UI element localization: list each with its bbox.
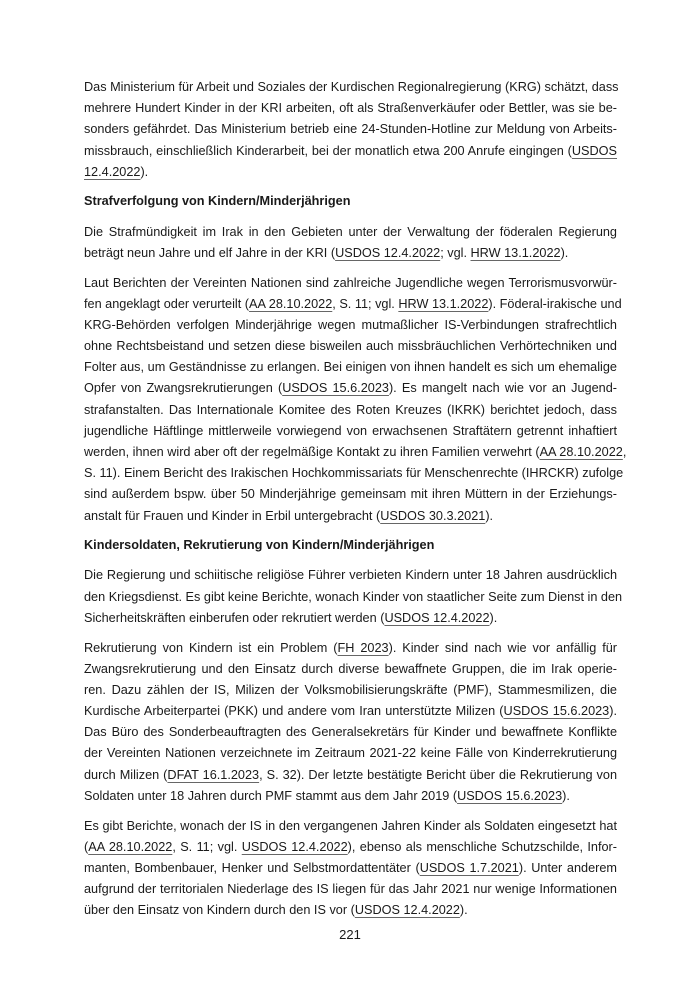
text-line bbox=[84, 659, 617, 680]
text-line bbox=[84, 506, 617, 527]
text-segment: durch Milizen ( bbox=[84, 767, 168, 782]
text-line bbox=[84, 765, 617, 786]
source-citation-link[interactable]: AA 28.10.2022 bbox=[88, 839, 173, 854]
text-line bbox=[84, 786, 617, 807]
text-line bbox=[84, 587, 623, 608]
paragraph bbox=[84, 273, 627, 527]
text-segment: S. 11). Einem Bericht des Irakischen Hochkommissariats für Menschenrechte (IHRCKR) zufolge bbox=[84, 466, 624, 481]
text-segment: Die Regierung und schiitische religiöse Führer verbieten Kindern unter 18 Jahren ausdrücklich bbox=[84, 568, 617, 583]
text-line bbox=[84, 638, 617, 659]
page-number: 221 bbox=[339, 927, 361, 942]
text-segment: Opfer von Zwangsrekrutierungen ( bbox=[84, 381, 283, 396]
text-segment: Kurdische Arbeiterpartei (PKK) und andere vom Iran unterstützte Milizen ( bbox=[84, 704, 504, 719]
source-citation-link[interactable]: USDOS 12.4.2022 bbox=[354, 903, 460, 918]
text-line bbox=[84, 463, 624, 484]
text-segment: ). bbox=[489, 610, 498, 625]
text-segment: KRG-Behörden verfolgen Minderjährige wegen mutmaßlicher IS-Verbindungen strafrechtlich bbox=[84, 317, 617, 332]
text-segment: Das Büro des Sonderbeauftragten des Generalsekretärs für Kinder und bewaffnete Konflikte bbox=[84, 725, 617, 740]
text-line bbox=[84, 273, 617, 294]
text-segment: Laut Berichten der Vereinten Nationen sind zahlreiche Jugendliche wegen Terrorismusvorwür- bbox=[84, 275, 617, 290]
text-segment: Soldaten unter 18 Jahren durch PMF stammt aus dem Jahr 2019 ( bbox=[84, 788, 458, 803]
text-segment: ; vgl. bbox=[440, 245, 471, 260]
text-segment: jugendliche Häftlinge mittlerweile vorwiegend von erwachsenen Straftätern getrennt inhaftiert bbox=[84, 423, 617, 438]
paragraph bbox=[84, 222, 617, 264]
text-segment: mehrere Hundert Kinder in der KRI arbeiten, oft als Straßenverkäufer oder Bettler, was sie be- bbox=[84, 101, 617, 116]
text-segment: , S. 11; vgl. bbox=[332, 296, 399, 311]
text-segment: sonders gefährdet. Das Ministerium betrieb eine 24-Stunden-Hotline zur Meldung von Arbeits- bbox=[84, 122, 617, 137]
text-line bbox=[84, 162, 617, 183]
source-citation-link[interactable]: USDOS 15.6.2023 bbox=[503, 704, 610, 719]
source-citation-link[interactable]: USDOS 12.4.2022 bbox=[335, 245, 441, 260]
source-citation-link[interactable]: DFAT 16.1.2023 bbox=[167, 767, 260, 782]
text-segment: ). Kinder sind nach wie vor anfällig für bbox=[388, 640, 618, 655]
text-line bbox=[84, 722, 617, 743]
text-line bbox=[84, 315, 617, 336]
text-line bbox=[84, 336, 617, 357]
text-segment: Die Strafmündigkeit im Irak in den Gebieten unter der Verwaltung der föderalen Regierung bbox=[84, 224, 617, 239]
text-segment: ). bbox=[609, 704, 618, 719]
text-segment: Rekrutierung von Kindern ist ein Problem ( bbox=[84, 640, 338, 655]
text-line bbox=[84, 243, 617, 264]
text-segment: sind außerdem bspw. über 50 Minderjährige gemeinsam mit ihren Müttern in der Erziehungs- bbox=[84, 487, 617, 502]
text-segment: beträgt neun Jahre und elf Jahre in der KRI ( bbox=[84, 245, 336, 260]
text-line bbox=[84, 680, 617, 701]
text-segment: Sicherheitskräften einberufen oder rekrutiert werden ( bbox=[84, 610, 385, 625]
section-heading: Kindersoldaten, Rekrutierung von Kindern/Minderjährigen bbox=[84, 538, 435, 553]
text-line bbox=[84, 141, 617, 162]
text-line bbox=[84, 900, 617, 921]
text-segment: , S. 32). Der letzte bestätigte Bericht über die Rekrutierung von bbox=[259, 767, 617, 782]
text-line bbox=[84, 222, 617, 243]
source-citation-link[interactable]: 12.4.2022 bbox=[84, 164, 141, 179]
text-segment: ohne Rechtsbeistand und setzen diese bisweilen auch missbräuchlichen Verhörtechniken und bbox=[84, 339, 617, 354]
text-segment: , S. 11; vgl. bbox=[172, 839, 242, 854]
source-citation-link[interactable]: USDOS 1.7.2021 bbox=[419, 860, 519, 875]
text-segment: ). Es mangelt nach wie vor an Jugend- bbox=[388, 381, 617, 396]
text-segment: , bbox=[622, 445, 627, 460]
source-citation-link[interactable]: HRW 13.1.2022 bbox=[470, 245, 561, 260]
text-segment: ). bbox=[140, 164, 149, 179]
source-citation-link[interactable]: AA 28.10.2022 bbox=[249, 296, 333, 311]
text-segment: ). bbox=[485, 508, 494, 523]
section-heading: Strafverfolgung von Kindern/Minderjährigen bbox=[84, 194, 351, 209]
text-segment: Es gibt Berichte, wonach der IS in den vergangenen Jahren Kinder als Soldaten eingesetzt hat bbox=[84, 818, 617, 833]
text-line bbox=[84, 816, 617, 837]
text-segment: ren. Dazu zählen der IS, Milizen der Volksmobilisierungskräfte (PMF), Stammesmilizen, die bbox=[84, 682, 617, 697]
source-citation-link[interactable]: USDOS 15.6.2023 bbox=[457, 788, 563, 803]
text-segment: anstalt für Frauen und Kinder in Erbil untergebracht ( bbox=[84, 508, 381, 523]
text-line bbox=[84, 119, 617, 140]
text-line bbox=[84, 378, 617, 399]
text-line bbox=[84, 421, 617, 442]
source-citation-link[interactable]: USDOS 12.4.2022 bbox=[384, 610, 490, 625]
text-segment: aufgrund der territorialen Niederlage des IS liegen für das Jahr 2021 nur wenige Informationen bbox=[84, 882, 617, 897]
text-segment: manten, Bombenbauer, Henker und Selbstmordattentäter ( bbox=[84, 860, 420, 875]
paragraph bbox=[84, 638, 617, 808]
text-line bbox=[84, 357, 617, 378]
text-line bbox=[84, 879, 617, 900]
text-segment: Zwangsrekrutierung und den Einsatz durch diverse bewaffnete Gruppen, die im Irak operie- bbox=[84, 661, 617, 676]
text-line bbox=[84, 743, 617, 764]
source-citation-link[interactable]: AA 28.10.2022 bbox=[539, 445, 623, 460]
text-segment: Das Ministerium für Arbeit und Soziales der Kurdischen Regionalregierung (KRG) schätzt, dass bbox=[84, 80, 619, 94]
text-segment: ). bbox=[562, 788, 570, 803]
text-line bbox=[84, 608, 617, 629]
text-line bbox=[84, 400, 617, 421]
source-citation-link[interactable]: HRW 13.1.2022 bbox=[398, 296, 489, 311]
text-segment: der Vereinten Nationen verzeichnete im Zeitraum 2021-22 keine Fälle von Kinderrekrutierung bbox=[84, 746, 617, 761]
text-segment: werden, ihnen wird aber oft der regelmäßige Kontakt zu ihren Familien verwehrt ( bbox=[84, 445, 540, 460]
text-segment: ). bbox=[560, 245, 569, 260]
paragraph bbox=[84, 816, 617, 922]
text-segment: ), ebenso als menschliche Schutzschilde, Infor- bbox=[347, 839, 618, 854]
text-segment: missbrauch, einschließlich Kinderarbeit, bei der monatlich etwa 200 Anrufe eingingen ( bbox=[84, 143, 572, 158]
text-line bbox=[84, 442, 627, 463]
document-body bbox=[84, 77, 627, 930]
text-segment: strafanstalten. Das Internationale Komitee des Roten Kreuzes (IKRK) berichtet jedoch, dass bbox=[84, 402, 617, 417]
text-line bbox=[84, 77, 617, 98]
text-line bbox=[84, 98, 617, 119]
text-line bbox=[84, 837, 617, 858]
text-segment: den Kriegsdienst. Es gibt keine Berichte, wonach Kinder von staatlicher Seite zum Dienst in den bbox=[84, 589, 623, 604]
source-citation-link[interactable]: USDOS 15.6.2023 bbox=[282, 381, 389, 396]
source-citation-link[interactable]: USDOS 30.3.2021 bbox=[380, 508, 486, 523]
text-segment: ( bbox=[84, 839, 89, 854]
text-segment: ). bbox=[459, 903, 468, 918]
source-citation-link[interactable]: FH 2023 bbox=[337, 640, 389, 655]
text-line bbox=[84, 294, 622, 315]
text-line bbox=[84, 858, 617, 879]
paragraph bbox=[84, 565, 623, 629]
text-segment: fen angeklagt oder verurteilt ( bbox=[84, 296, 250, 311]
text-segment: Folter aus, um Geständnisse zu erlangen. Bei einigen von ihnen handelt es sich um ehemalige bbox=[84, 360, 617, 375]
text-segment: ). Föderal-irakische und bbox=[488, 296, 622, 311]
text-line bbox=[84, 565, 617, 586]
source-citation-link[interactable]: USDOS bbox=[571, 143, 617, 158]
text-segment: über den Einsatz von Kindern durch den IS vor ( bbox=[84, 903, 355, 918]
text-line bbox=[84, 484, 617, 505]
paragraph bbox=[84, 77, 617, 183]
source-citation-link[interactable]: USDOS 12.4.2022 bbox=[241, 839, 348, 854]
text-line bbox=[84, 701, 617, 722]
text-segment: ). Unter anderem bbox=[518, 860, 617, 875]
